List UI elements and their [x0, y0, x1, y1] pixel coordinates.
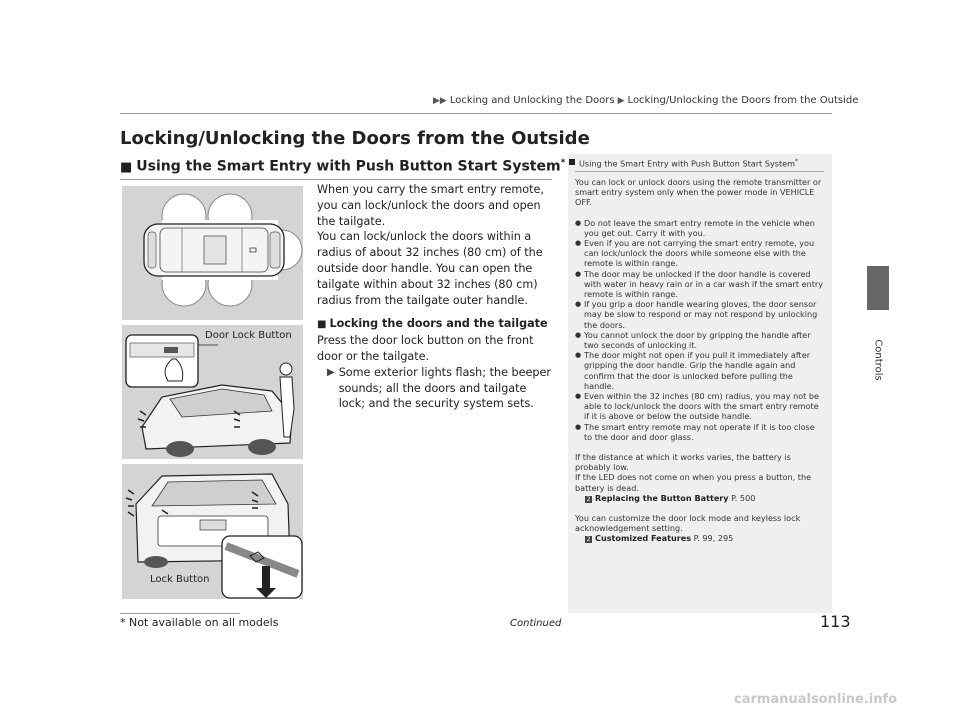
main-body-text — [317, 182, 553, 412]
cross-reference-link[interactable] — [575, 533, 824, 543]
notes-sidebar — [568, 154, 832, 613]
breadcrumb-part[interactable]: Locking and Unlocking the Doors — [449, 95, 615, 106]
breadcrumb — [430, 95, 858, 106]
door-lock-button-illustration — [122, 325, 303, 459]
note-box-icon — [569, 159, 575, 165]
breadcrumb-arrow-icon: ▶▶ — [433, 96, 447, 106]
lock-button-callout: Lock Button — [150, 574, 210, 585]
sidebar-bullet: ● Do not leave the smart entry remote in the vehicle when you get out. Carry it with you. — [575, 218, 824, 238]
instruction-text: Press the door lock button on the front door or the tailgate. — [317, 334, 534, 363]
breadcrumb-part[interactable]: Locking/Unlocking the Doors from the Outside — [627, 95, 859, 106]
page-number: 113 — [820, 612, 851, 631]
sidebar-title-text: Using the Smart Entry with Push Button Start System — [579, 158, 795, 169]
result-text: Some exterior lights flash; the beeper sounds; all the doors and tailgate lock; and the security system sets. — [338, 365, 551, 411]
section-heading — [120, 158, 566, 180]
top-view-range-illustration — [122, 186, 303, 320]
continued-label: Continued — [510, 618, 562, 629]
footnote-divider — [120, 613, 240, 614]
result-item — [317, 365, 553, 412]
chapter-tab-label[interactable] — [864, 330, 892, 390]
sidebar-title — [569, 157, 824, 169]
page-title: Locking/Unlocking the Doors from the Outside — [120, 128, 590, 149]
sidebar-bullet: ● The door might not open if you pull it immediately after gripping the door handle. Grip the handle again and confirm that the door is unlocked before pulling the handle. — [575, 350, 824, 391]
section-asterisk: * — [560, 158, 566, 168]
body-paragraph: When you carry the smart entry remote, you can lock/unlock the doors and open the tailgate. — [317, 183, 544, 228]
reference-title: Replacing the Button Battery — [595, 492, 729, 503]
footnote: * Not available on all models — [120, 616, 279, 629]
sidebar-bullet: ● Even within the 32 inches (80 cm) radius, you may not be able to lock/unlock the doors with the smart entry remote if it is above or below the outside handle. — [575, 391, 824, 422]
sidebar-bullet: ● The smart entry remote may not operate if it is too close to the door and door glass. — [575, 422, 824, 442]
body-paragraph: You can lock/unlock the doors within a radius of about 32 inches (80 cm) of the outside door handle. You can open the tailgate within about 32 inches (80 cm) radius from the tailgate outer handle. — [317, 230, 543, 307]
subsection-marker: ■ — [317, 319, 327, 331]
door-lock-button-callout: Door Lock Button — [205, 330, 292, 341]
breadcrumb-arrow-icon: ▶ — [617, 96, 625, 106]
reference-page: P. 99, 295 — [693, 533, 734, 544]
cross-reference-link[interactable] — [575, 493, 824, 503]
subsection-heading — [317, 316, 553, 333]
sidebar-divider — [575, 171, 824, 172]
sidebar-bullet: ● If you grip a door handle wearing gloves, the door sensor may be slow to respond or may not respond by unlocking the doors. — [575, 299, 824, 330]
subsection-title: Locking the doors and the tailgate — [329, 317, 548, 331]
sidebar-bullet: ● You cannot unlock the door by gripping the handle after two seconds of unlocking it. — [575, 330, 824, 350]
reference-arrow-icon: 2 — [586, 536, 591, 544]
header-divider — [120, 113, 832, 114]
section-title: Using the Smart Entry with Push Button Start System — [136, 158, 561, 175]
sidebar-bullet-list — [575, 218, 824, 442]
result-arrow-icon: ▶ — [327, 366, 335, 378]
reference-page: P. 500 — [731, 492, 756, 503]
chapter-tab-text: Controls — [872, 339, 884, 381]
sidebar-title-asterisk: * — [795, 158, 798, 165]
reference-title: Customized Features — [595, 533, 692, 544]
sidebar-paragraph: You can lock or unlock doors using the remote transmitter or smart entry system only when the power mode in VEHICLE OFF. — [575, 176, 822, 208]
chapter-tab-marker — [867, 266, 889, 310]
section-marker: ■ — [120, 159, 133, 175]
sidebar-paragraph: If the distance at which it works varies, the battery is probably low. — [575, 451, 791, 473]
watermark: carmanualsonline.info — [734, 692, 898, 707]
reference-arrow-icon: 2 — [586, 495, 591, 503]
sidebar-bullet: ● Even if you are not carrying the smart entry remote, you can lock/unlock the doors while someone else with the remote is within range. — [575, 238, 824, 269]
sidebar-paragraph: If the LED does not come on when you press a button, the battery is dead. — [575, 472, 812, 493]
sidebar-bullet: ● The door may be unlocked if the door handle is covered with water in heavy rain or in a car wash if the smart entry remote is within range. — [575, 269, 824, 300]
sidebar-paragraph: You can customize the door lock mode and keyless lock acknowledgement setting. — [575, 512, 801, 534]
